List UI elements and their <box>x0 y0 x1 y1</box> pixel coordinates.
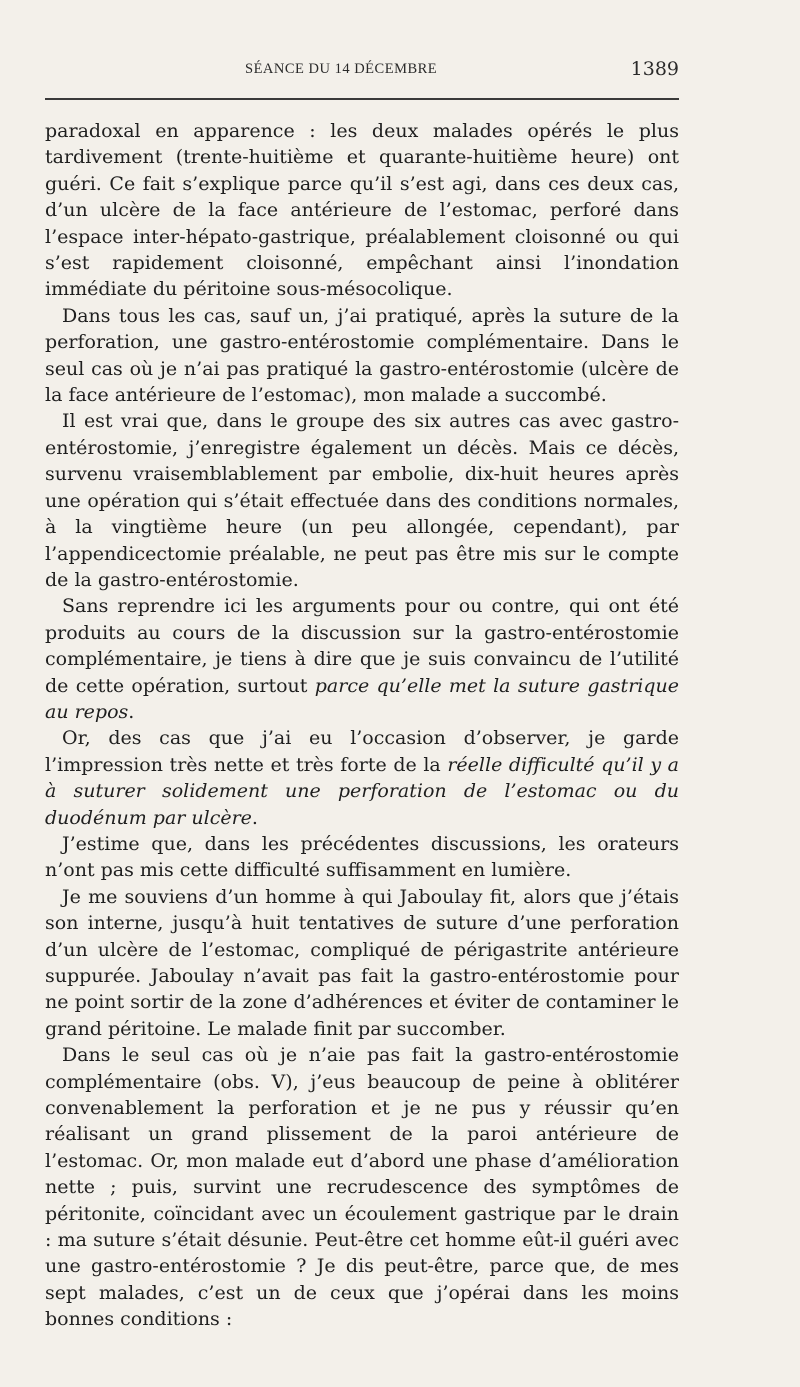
paragraph-1: paradoxal en apparence : les deux malades opérés le plus tardivement (trente-huitième et quarante-huitième heure) ont guéri. Ce fait s’explique parce qu’il s’est agi, dans ces deux cas, d’un ulcère de la face antérieure de l’estomac, perforé dans l’espace inter-hépato-gastrique, préalablement cloisonné ou qui s’est rapidement cloisonné, empêchant ainsi l’inondation immédiate du péritoine sous-mésocolique. <box>45 120 679 301</box>
running-header <box>45 58 679 88</box>
paragraph-4-text-b: . <box>128 700 135 723</box>
paragraph-6: J’estime que, dans les précédentes discussions, les orateurs n’ont pas mis cette difficulté suffisamment en lumière. <box>45 832 679 882</box>
document-page <box>45 58 679 1331</box>
paragraph-5-italic: réelle difficulté qu’il y a à suturer solidement une perforation de l’estomac ou du duodénum par ulcère <box>45 753 679 829</box>
paragraph-5-text-b: . <box>251 806 258 829</box>
header-title: SÉANCE DU 14 DÉCEMBRE <box>245 61 438 77</box>
paragraph-3: Il est vrai que, dans le groupe des six autres cas avec gastro-entérostomie, j’enregistre également un décès. Mais ce décès, survenu vraisemblablement par embolie, dix-huit heures après une opération qui s’était effectuée dans des conditions normales, à la vingtième heure (un peu allongée, cependant), par l’appendicectomie préalable, ne peut pas être mis sur le compte de la gastro-entérostomie. <box>45 410 679 591</box>
paragraph-4 <box>45 593 679 725</box>
header-rule <box>45 98 679 100</box>
paragraph-8: Dans le seul cas où je n’aie pas fait la gastro-entérostomie complémentaire (obs. V), j’eus beaucoup de peine à oblitérer convenablement la perforation et je ne pus y réussir qu’en réalisant un grand plissement de la paroi antérieure de l’estomac. Or, mon malade eut d’abord une phase d’amélioration nette ; puis, survint une recrudescence des symptômes de péritonite, coïncidant avec un écoulement gastrique par le drain : ma suture s’était désunie. Peut-être cet homme eût-il guéri avec une gastro-entérostomie ? Je dis peut-être, parce que, de mes sept malades, c’est un de ceux que j’opérai dans les moins bonnes conditions : <box>45 1044 679 1331</box>
paragraph-2: Dans tous les cas, sauf un, j’ai pratiqué, après la suture de la perforation, une gastro-entérostomie complémentaire. Dans le seul cas où je n’ai pas pratiqué la gastro-entérostomie (ulcère de la face antérieure de l’estomac), mon malade a succombé. <box>45 304 679 407</box>
paragraph-4-italic: parce qu’elle met la suture gastrique au repos <box>45 674 679 723</box>
paragraph-7: Je me souviens d’un homme à qui Jaboulay fit, alors que j’étais son interne, jusqu’à huit tentatives de suture d’une perforation d’un ulcère de l’estomac, compliqué de périgastrite antérieure suppurée. Jaboulay n’avait pas fait la gastro-entérostomie pour ne point sortir de la zone d’adhérences et éviter de contaminer le grand péritoine. Le malade finit par succomber. <box>45 885 679 1040</box>
paragraph-4-text-a: Sans reprendre ici les arguments pour ou contre, qui ont été produits au cours de la discussion sur la gastro-entérostomie complémentaire, je tiens à dire que je suis convaincu de l’utilité de cette opération, surtout <box>45 595 679 697</box>
paragraph-5-text-a: Or, des cas que j’ai eu l’occasion d’observer, je garde l’impression très nette et très forte de la <box>45 727 679 776</box>
body-text <box>45 118 679 1333</box>
paragraph-5 <box>45 725 679 831</box>
page-number: 1389 <box>630 58 679 80</box>
